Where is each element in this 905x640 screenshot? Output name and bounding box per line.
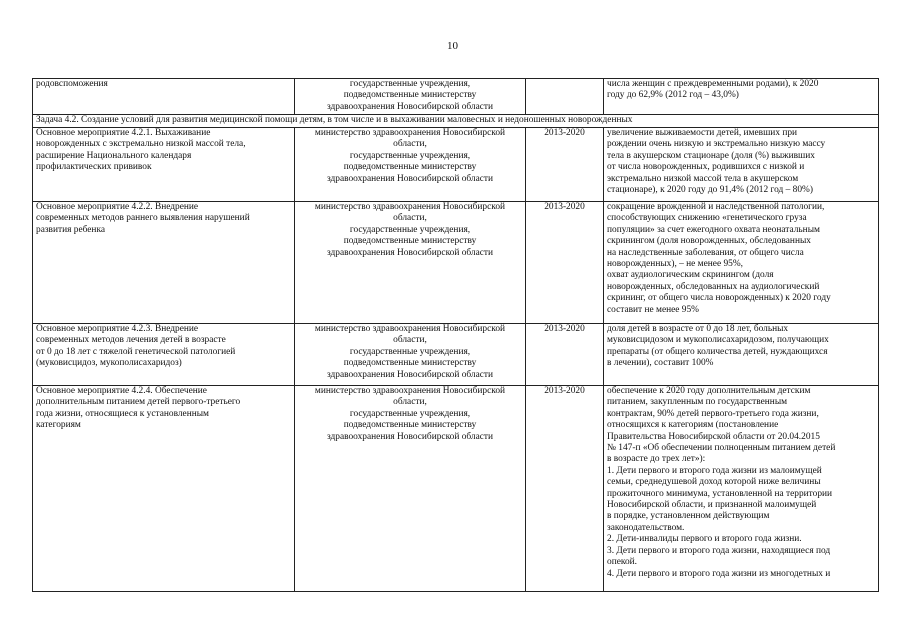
table-row-continuation bbox=[33, 79, 879, 115]
cell-result: обеспечение к 2020 году дополнительным детским питанием, закупленным по государственным контрактам, 90% детей первого-третьего года жизни, относящихся к категориям (постановление Правительства Новосибирской области от 20.04.2015 № 147-п «Об обеспечении полноценным питанием детей в возрасте до трех лет»): 1. Дети первого и второго года жизни из малоимущей семьи, среднедушевой доход которой ниже величины прожиточного минимума, установленной на территории Новосибирской области, и признанной малоимущей в порядке, установленном действующим законодательством. 2. Дети-инвалиды первого и второго года жизни. 3. Дети первого и второго года жизни, находящиеся под опекой. 4. Дети первого и второго года жизни из многодетных и bbox=[604, 386, 879, 592]
cell-measure: родовспоможения bbox=[33, 79, 295, 115]
cell-executor: министерство здравоохранения Новосибирской области, государственные учреждения, подведомственные министерству здравоохранения Новосибирской области bbox=[295, 386, 526, 592]
task-heading: Задача 4.2. Создание условий для развития медицинской помощи детям, в том числе и в выхаживании маловесных и недоношенных новорожденных bbox=[33, 115, 879, 128]
cell-executor: государственные учреждения, подведомственные министерству здравоохранения Новосибирской области bbox=[295, 79, 526, 115]
table-row bbox=[33, 202, 879, 324]
cell-executor: министерство здравоохранения Новосибирской области, государственные учреждения, подведомственные министерству здравоохранения Новосибирской области bbox=[295, 128, 526, 202]
cell-result: сокращение врожденной и наследственной патологии, способствующих снижению «генетического груза популяции» за счет ежегодного охвата неонатальным скринингом (доля новорожденных, обследованных на наследственные заболевания, от общего числа новорожденных), – не менее 95%, охват аудиологическим скринингом (доля новорожденных, обследованных на аудиологический скрининг, от общего числа новорожденных) к 2020 году составит не менее 95% bbox=[604, 202, 879, 324]
cell-period: 2013-2020 bbox=[526, 202, 604, 324]
cell-period bbox=[526, 79, 604, 115]
cell-result: доля детей в возрасте от 0 до 18 лет, больных муковисцидозом и мукополисахаридозом, получающих препараты (от общего количества детей, нуждающихся в лечении), составит 100% bbox=[604, 324, 879, 386]
table-row bbox=[33, 386, 879, 592]
cell-result: числа женщин с преждевременными родами), к 2020 году до 62,9% (2012 год – 43,0%) bbox=[604, 79, 879, 115]
page-number: 10 bbox=[447, 40, 458, 52]
cell-period: 2013-2020 bbox=[526, 324, 604, 386]
cell-measure: Основное мероприятие 4.2.4. Обеспечение дополнительным питанием детей первого-третьего года жизни, относящиеся к установленным категориям bbox=[33, 386, 295, 592]
cell-executor: министерство здравоохранения Новосибирской области, государственные учреждения, подведомственные министерству здравоохранения Новосибирской области bbox=[295, 202, 526, 324]
measures-table bbox=[32, 78, 879, 592]
cell-result: увеличение выживаемости детей, имевших при рождении очень низкую и экстремально низкую массу тела в акушерском стационаре (доля (%) выживших от числа новорожденных, родившихся с низкой и экстремально низкой массой тела в акушерском стационаре), к 2020 году до 91,4% (2012 год – 80%) bbox=[604, 128, 879, 202]
cell-measure: Основное мероприятие 4.2.1. Выхаживание новорожденных с экстремально низкой массой тела, расширение Национального календаря профилактических прививок bbox=[33, 128, 295, 202]
table-row bbox=[33, 128, 879, 202]
cell-measure: Основное мероприятие 4.2.2. Внедрение современных методов раннего выявления нарушений развития ребенка bbox=[33, 202, 295, 324]
table-row-task bbox=[33, 115, 879, 128]
cell-period: 2013-2020 bbox=[526, 386, 604, 592]
cell-measure: Основное мероприятие 4.2.3. Внедрение современных методов лечения детей в возрасте от 0 до 18 лет с тяжелой генетической патологией (муковисцидоз, мукополисахаридоз) bbox=[33, 324, 295, 386]
cell-period: 2013-2020 bbox=[526, 128, 604, 202]
table-row bbox=[33, 324, 879, 386]
cell-executor: министерство здравоохранения Новосибирской области, государственные учреждения, подведомственные министерству здравоохранения Новосибирской области bbox=[295, 324, 526, 386]
